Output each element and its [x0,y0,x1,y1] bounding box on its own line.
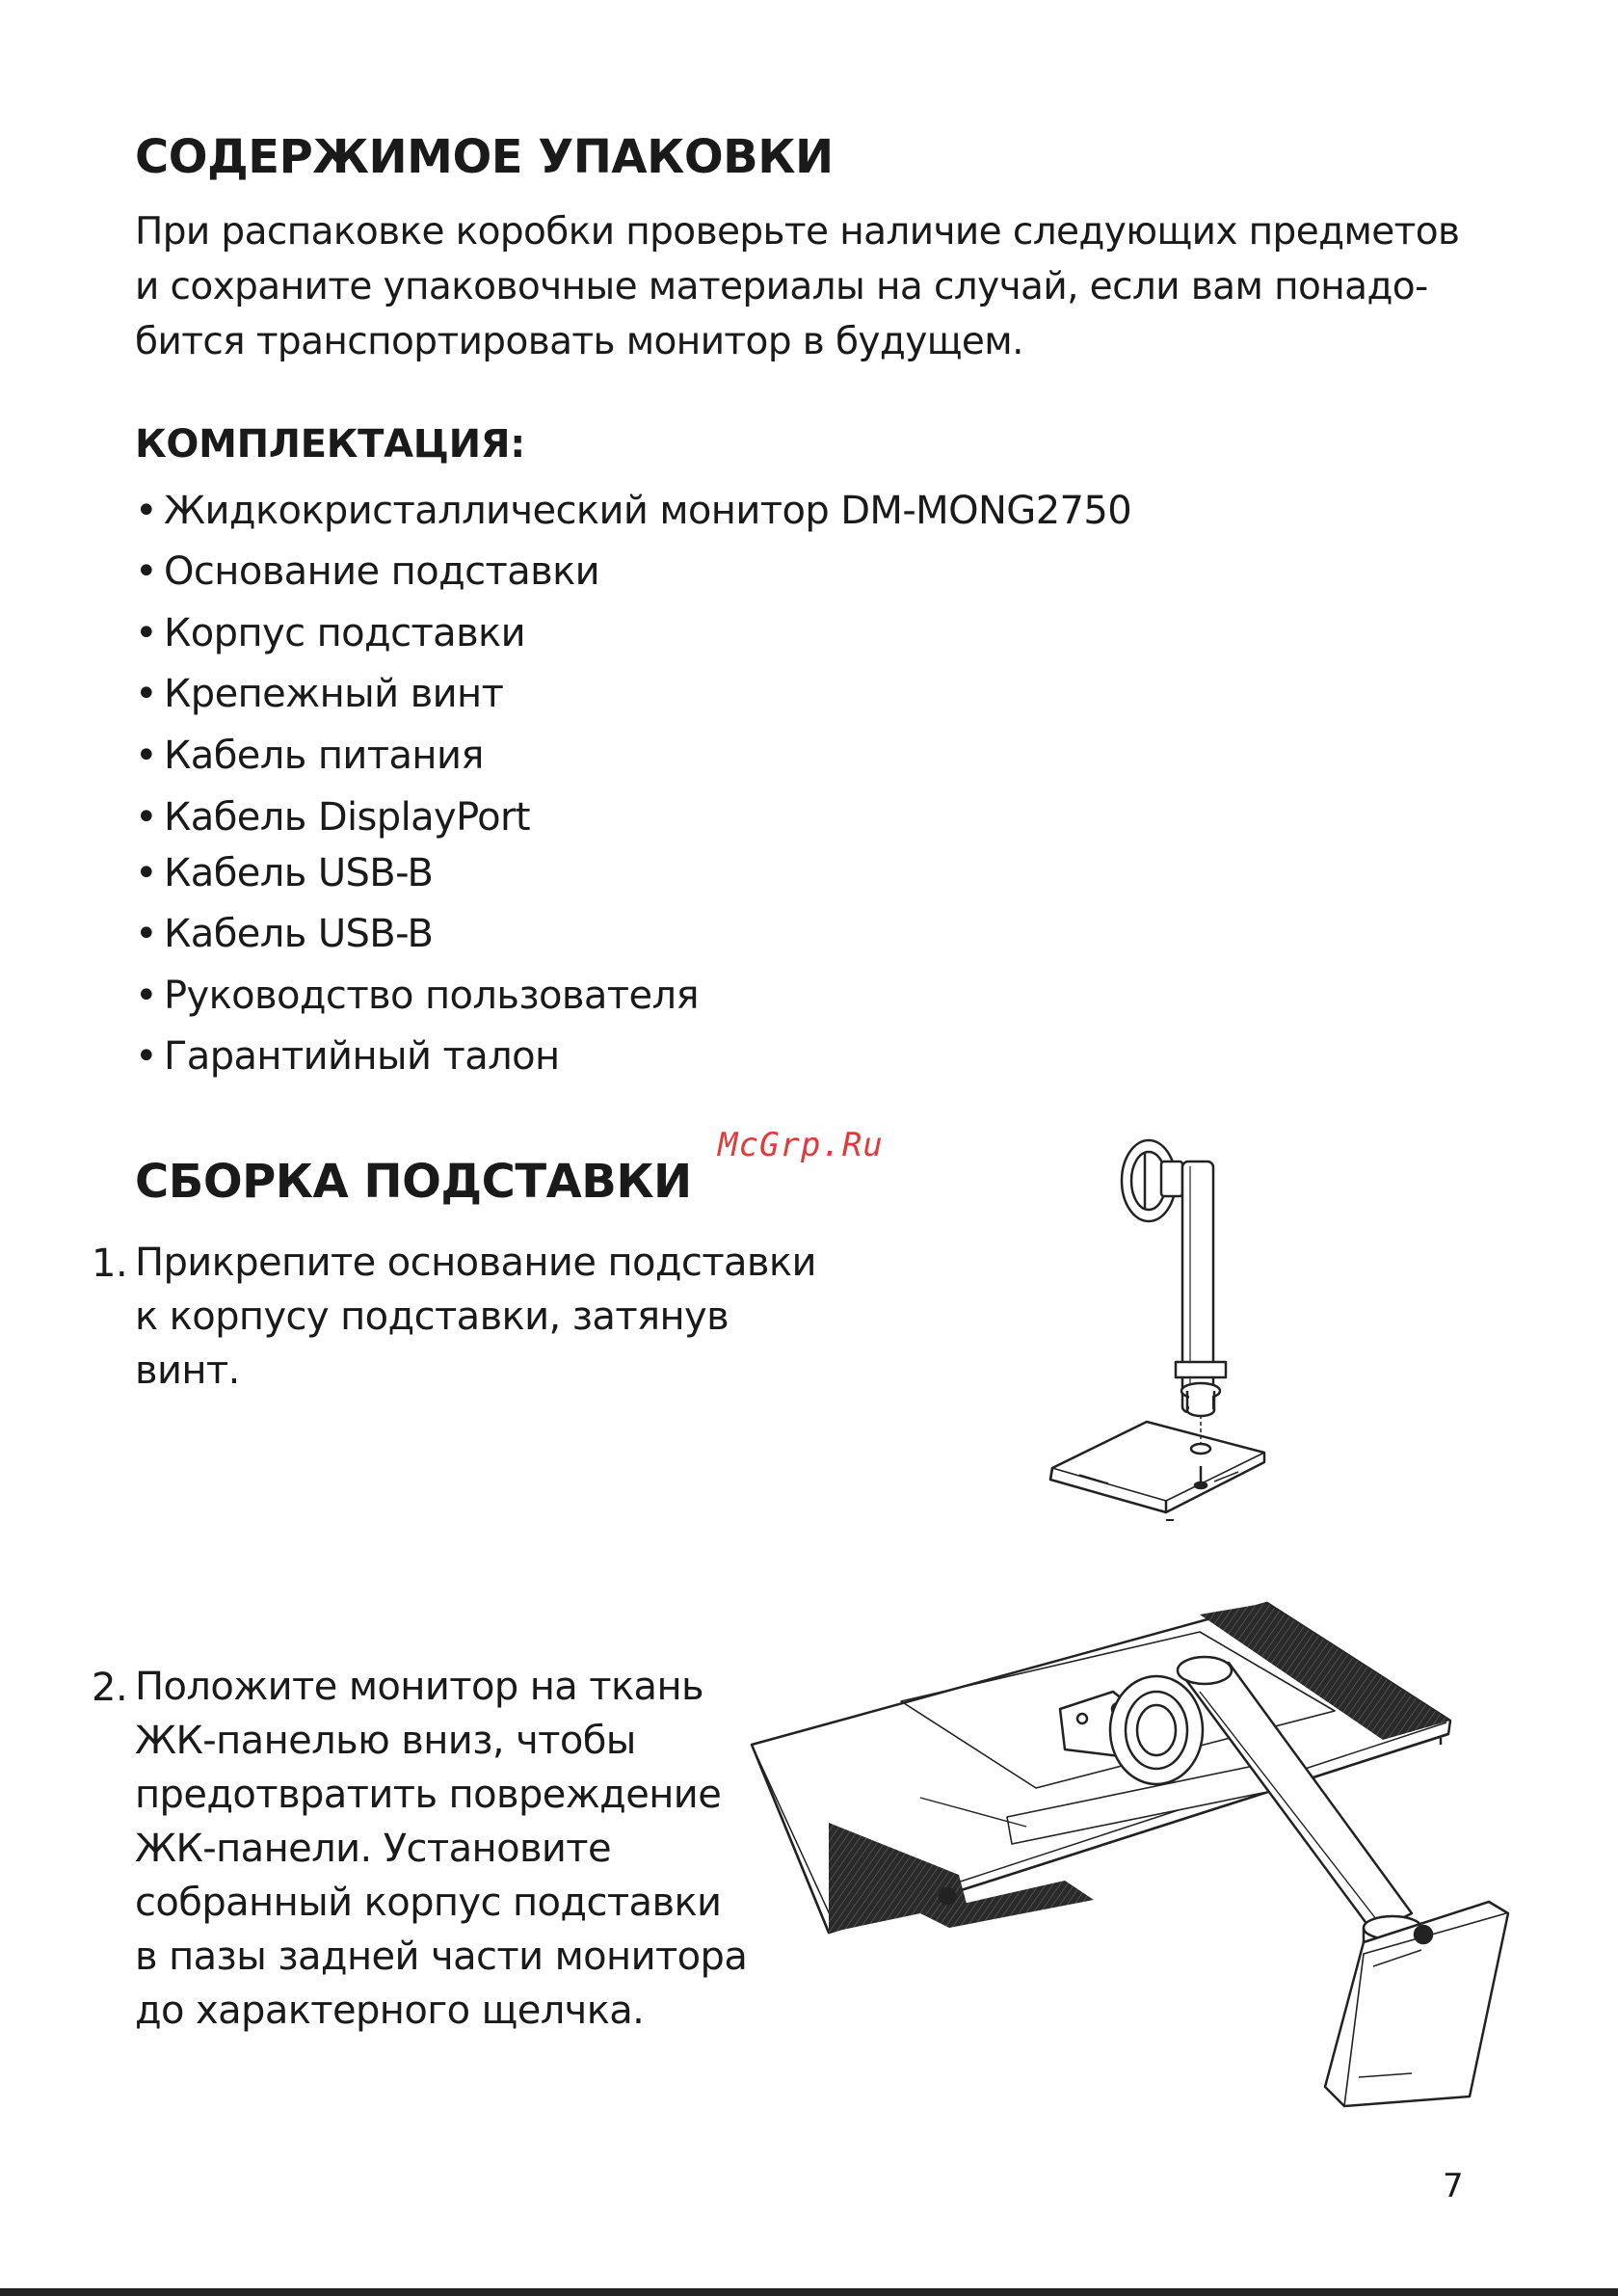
bullet: • [135,1034,157,1079]
list-item: • Кабель USB-B [135,912,434,956]
bullet: • [135,974,157,1018]
step-number: 2. [92,1666,128,1710]
step-line: ЖК-панели. Установите [135,1827,612,1871]
section-title-package-contents: СОДЕРЖИМОЕ УПАКОВКИ [135,130,834,184]
bullet: • [135,734,157,778]
bullet: • [135,851,157,895]
bullet: • [135,912,157,956]
intro-line: При распаковке коробки проверьте наличие следующих предметов [135,210,1460,254]
footer-divider [0,2288,1618,2296]
list-item: • Гарантийный талон [135,1034,560,1079]
bullet: • [135,672,157,716]
step-line: предотвратить повреждение [135,1773,722,1817]
list-item: • Руководство пользователя [135,974,699,1018]
section-title-stand-assembly: СБОРКА ПОДСТАВКИ [135,1155,692,1209]
monitor-stand-installation-illustration [747,1595,1532,2116]
intro-paragraph [135,204,1459,369]
step-line: Положите монитор на ткань [135,1665,704,1709]
page-number: 7 [1443,2167,1464,2205]
watermark: McGrp.Ru [718,1126,884,1164]
step-line: ЖК-панелью вниз, чтобы [135,1719,636,1763]
list-item: • Кабель DisplayPort [135,795,530,840]
step-line: Прикрепите основание подставки [135,1241,816,1285]
step-line: собранный корпус подставки [135,1881,722,1925]
intro-line: и сохраните упаковочные материалы на случай, если вам понадо- [135,265,1428,308]
list-item: • Кабель USB-B [135,851,434,895]
bullet: • [135,795,157,840]
step-number: 1. [92,1241,128,1286]
bullet: • [135,549,157,594]
bullet: • [135,611,157,655]
package-heading: КОМПЛЕКТАЦИЯ: [135,422,525,467]
list-item: • Жидкокристаллический монитор DM-MONG2750 [135,489,1132,533]
list-item: • Корпус подставки [135,611,526,655]
list-item: • Основание подставки [135,549,600,594]
step-line: в пазы задней части монитора [135,1935,748,1979]
bullet: • [135,489,157,533]
step-line: к корпусу подставки, затянув [135,1295,729,1339]
list-item: • Кабель питания [135,734,484,778]
intro-line: бится транспортировать монитор в будущем. [135,320,1023,363]
step-line: до характерного щелчка. [135,1989,645,2033]
stand-assembly-illustration [1041,1142,1291,1528]
list-item: • Крепежный винт [135,672,504,716]
step-line: винт. [135,1348,240,1393]
